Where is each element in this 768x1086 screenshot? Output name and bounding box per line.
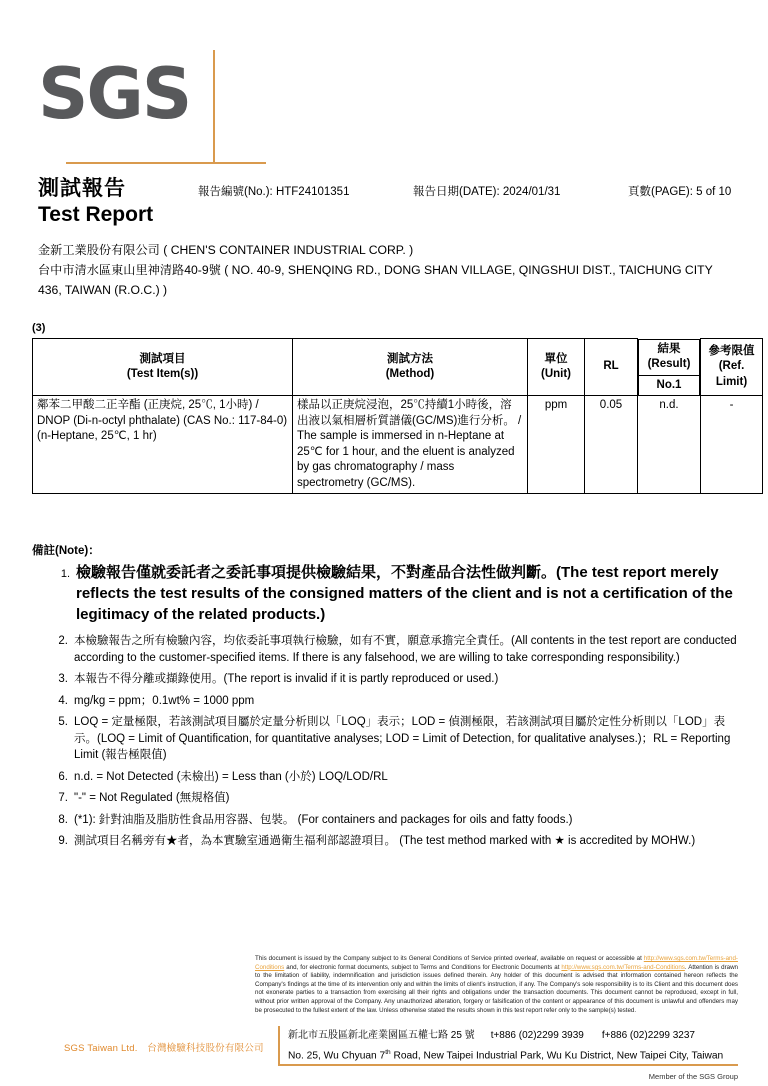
footer-bar — [38, 1028, 738, 1081]
results-table-wrapper — [32, 338, 755, 494]
col-ref-en1: (Ref. — [718, 360, 745, 373]
col-unit — [528, 339, 585, 396]
cell-unit: ppm — [528, 396, 585, 494]
col-result-head — [639, 339, 700, 375]
footer-address-en-post: Road, New Taipei Industrial Park, Wu Ku District, New Taipei City, Taiwan — [390, 1050, 724, 1062]
footer-address-cn: 新北市五股區新北產業園區五權七路 25 號 — [288, 1030, 475, 1041]
client-address: 台中市清水區東山里神清路40-9號 ( NO. 40-9, SHENQING RD., DONG SHAN VILLAGE, QINGSHUI DIST., TAICHUNG CITY 436, TAIWAN (R.O.C.) ) — [38, 263, 713, 297]
col-test-item-cn: 測試項目 — [139, 352, 186, 365]
footer-vertical-rule — [278, 1026, 280, 1066]
legal-disclaimer — [255, 955, 738, 1015]
note-item: LOQ = 定量極限，若該測試項目屬於定量分析則以「LOQ」表示；LOD = 偵測極限，若該測試項目屬於定性分析則以「LOD」表示。(LOQ = Limit of Quantification, for quantitative analyses; LOD = Limit of Detection, for qualitative analyses.)；RL = Reporting Limit (報告極限值) — [74, 716, 731, 761]
col-result-cn: 結果 — [657, 342, 681, 355]
note-item: "-" = Not Regulated (無規格值) — [74, 792, 230, 804]
sgs-logo-text: SGS — [38, 53, 191, 135]
cell-result: n.d. — [638, 396, 701, 494]
note-item: 本報告不得分離或擷錄使用。(The report is invalid if it is partly reproduced or used.) — [74, 673, 499, 685]
note-item: 測試項目名稱旁有★者，為本實驗室通過衛生福利部認證項目。 (The test method marked with ★ is accredited by MOHW.) — [74, 835, 696, 847]
footer-tel: t+886 (02)2299 3939 — [490, 1030, 584, 1041]
member-of-group: Member of the SGS Group — [648, 1072, 738, 1081]
report-number — [198, 183, 413, 199]
col-test-item — [33, 339, 293, 396]
footer-address-en-row — [288, 1045, 723, 1063]
disclaimer-part2: and, for electronic format documents, subject to Terms and Conditions for Electronic Documents at — [284, 963, 562, 971]
sgs-taiwan-entity: SGS Taiwan Ltd. 台灣檢驗科技股份有限公司 — [64, 1043, 264, 1054]
footer-address-cn-row — [288, 1028, 695, 1043]
report-number-value: HTF24101351 — [275, 186, 350, 198]
col-rl: RL — [585, 339, 638, 396]
client-name: 金新工業股份有限公司 ( CHEN'S CONTAINER INDUSTRIAL CORP. ) — [38, 243, 414, 257]
results-table — [32, 338, 763, 494]
col-result-en: (Result) — [647, 358, 691, 370]
terms-link-2[interactable]: http://www.sgs.com.tw/Terms-and-Conditions — [561, 963, 685, 971]
col-ref-cn: 參考限值 — [708, 344, 755, 357]
col-result-inner — [638, 339, 700, 396]
client-address-block — [38, 240, 738, 300]
notes-section — [32, 542, 738, 855]
col-unit-en: (Unit) — [540, 368, 571, 380]
col-method-cn: 測試方法 — [387, 352, 433, 365]
col-result-sub: No.1 — [639, 375, 700, 395]
logo-vertical-rule — [213, 50, 215, 162]
disclaimer-part1: This document is issued by the Company subject to its General Conditions of Service printed overleaf, available on request or accessible at — [255, 955, 644, 962]
report-date-label: 報告日期(DATE): — [413, 186, 503, 198]
col-test-item-en: (Test Item(s)) — [126, 368, 199, 380]
report-title-cn: 測試報告 — [38, 177, 126, 200]
notes-title: 備註(Note)： — [32, 545, 100, 557]
report-page — [628, 183, 738, 199]
footer-address-en-pre: No. 25, Wu Chyuan 7 — [288, 1050, 386, 1062]
note-item: n.d. = Not Detected (未檢出) = Less than (小於) LOQ/LOD/RL — [74, 770, 388, 783]
report-number-label: 報告編號(No.): — [198, 186, 276, 198]
col-ref-en2: Limit) — [715, 375, 748, 388]
cell-method: 樣品以正庚烷浸泡，25℃持續1小時後，溶出液以氣相層析質譜儀(GC/MS)進行分析。 / The sample is immersed in n-Heptane at 25℃ for 1 hour, and the eluent is analyzed by gas chromatography / mass spectrometry (GC/MS). — [293, 396, 528, 494]
report-title — [38, 176, 198, 228]
report-header — [38, 176, 738, 228]
table-row — [33, 396, 763, 494]
note-item: (*1): 針對油脂及脂肪性食品用容器、包裝。 (For containers and packages for oils and fatty foods.) — [74, 813, 573, 826]
cell-test-item: 鄰苯二甲酸二正辛酯 (正庚烷, 25℃, 1小時) / DNOP (Di-n-octyl phthalate) (CAS No.: 117-84-0) (n-Heptane, 25℃, 1 hr) — [33, 396, 293, 494]
report-date — [413, 183, 628, 199]
note-item: mg/kg = ppm；0.1wt% = 1000 ppm — [74, 694, 255, 707]
cell-ref-limit: - — [701, 396, 763, 494]
report-page-label: 頁數(PAGE): — [628, 186, 697, 198]
col-method — [293, 339, 528, 396]
report-title-en: Test Report — [38, 203, 154, 226]
logo-horizontal-rule — [66, 162, 266, 164]
footer-address-ordinal: th — [385, 1049, 391, 1056]
disclaimer-part3: . Attention is drawn to the limitation of liability, indemnification and jurisdiction issues defined therein. Any holder of this document is advised that information contained hereon reflects the Company's findings at the time of its intervention only and within the limits of client's instruction, if any. The Company's sole responsibility is to its Client and this document does not exonerate parties to a transaction from exercising all their rights and obligations under the transaction documents. This document cannot be reproduced, except in full, without prior written approval of the Company. Any unauthorized alteration, forgery or falsification of the content or appearance of this document is unlawful and offenders may be prosecuted to the fullest extent of the law. Unless otherwise stated the results shown in this test report refer only to the sample(s) tested. — [255, 963, 738, 1014]
col-method-en: (Method) — [385, 368, 435, 380]
table-header-row — [33, 339, 763, 396]
section-label: (3) — [32, 322, 46, 334]
report-date-value: 2024/01/31 — [502, 186, 561, 198]
note-item: 檢驗報告僅就委託者之委託事項提供檢驗結果，不對產品合法性做判斷。(The test report merely reflects the test results of the consigned matters of the client and is not a certification of the legitimacy of the related products.) — [76, 564, 733, 623]
footer-horizontal-rule — [278, 1064, 738, 1066]
cell-rl: 0.05 — [585, 396, 638, 494]
col-unit-cn: 單位 — [544, 352, 568, 365]
report-meta — [198, 176, 738, 199]
col-ref-limit — [701, 339, 763, 396]
terms-link-1[interactable]: http://www.sgs.com.tw/Terms-and-Conditions — [255, 955, 738, 971]
report-page-value: 5 of 10 — [696, 186, 732, 198]
sgs-logo — [38, 52, 248, 140]
notes-list — [32, 562, 738, 850]
note-item: 本檢驗報告之所有檢驗內容，均依委託事項執行檢驗，如有不實，願意承擔完全責任。(All contents in the test report are conducted according to the customer-specified items. If there is any falsehood, we are willing to take corresponding responsibility.) — [74, 635, 737, 664]
footer-fax: f+886 (02)2299 3237 — [601, 1030, 695, 1041]
col-result — [638, 339, 701, 396]
